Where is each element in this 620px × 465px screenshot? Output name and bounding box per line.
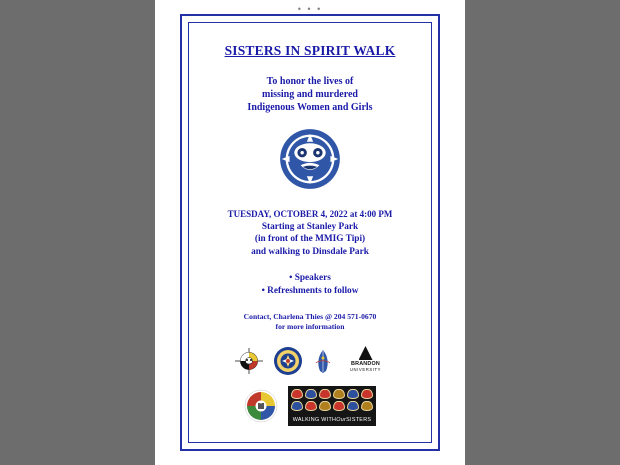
vamp xyxy=(291,401,303,411)
feather-logo xyxy=(310,346,336,376)
wws-label-suffix: SISTERS xyxy=(346,417,372,423)
event-location-note: (in front of the MMIG Tipi) xyxy=(254,234,366,244)
crest-logo xyxy=(273,346,303,376)
puzzle-piece-logo xyxy=(244,389,278,423)
poster-page xyxy=(180,14,440,451)
honor-line-1: To honor the lives of xyxy=(266,76,354,87)
vamp xyxy=(361,401,373,411)
vamp xyxy=(305,401,317,411)
wws-label-prefix: WALKING WITH xyxy=(292,417,337,423)
event-datetime: TUESDAY, OCTOBER 4, 2022 at 4:00 PM xyxy=(227,209,393,219)
vamp xyxy=(305,389,317,399)
vamp xyxy=(333,401,345,411)
honor-line-2: missing and murdered xyxy=(262,89,358,100)
sponsor-logos-row-1 xyxy=(199,346,421,376)
walking-with-our-sisters-label xyxy=(288,417,376,423)
event-agenda xyxy=(199,272,421,298)
brandon-university-logo xyxy=(343,346,389,376)
honor-line-3: Indigenous Women and Girls xyxy=(247,102,373,113)
page-title: SISTERS IN SPIRIT WALK xyxy=(224,43,396,58)
vamp xyxy=(319,389,331,399)
medicine-wheel-logo xyxy=(232,346,266,376)
event-start-location: Starting at Stanley Park xyxy=(261,221,359,232)
sponsor-logos-row-2 xyxy=(199,386,421,426)
honor-statement xyxy=(199,75,421,114)
contact-info xyxy=(199,312,421,332)
vamp xyxy=(361,389,373,399)
agenda-item-refreshments: • Refreshments to follow xyxy=(261,286,359,296)
brandon-university-mark-icon xyxy=(359,346,373,360)
letterbox-left xyxy=(0,0,155,465)
walking-with-our-sisters-logo xyxy=(288,386,376,426)
coast-salish-moon-art-icon xyxy=(270,126,350,192)
vamp xyxy=(291,389,303,399)
contact-line-2: for more information xyxy=(275,322,345,331)
wws-label-italic: Our xyxy=(336,417,347,423)
vamp xyxy=(347,401,359,411)
event-end-location: and walking to Dinsdale Park xyxy=(251,246,369,257)
vamps-grid xyxy=(291,389,373,411)
vamp xyxy=(333,389,345,399)
contact-line-1: Contact, Charlena Thies @ 204 571-0670 xyxy=(243,312,377,321)
brandon-university-name: BRANDON xyxy=(351,361,380,367)
document-viewer xyxy=(155,0,465,465)
event-details xyxy=(199,208,421,258)
more-options-icon[interactable]: • • • xyxy=(297,4,323,14)
vamp xyxy=(347,389,359,399)
letterbox-right xyxy=(465,0,620,465)
brandon-university-sublabel: UNIVERSITY xyxy=(349,367,382,372)
poster-inner-border xyxy=(188,22,432,443)
vamp xyxy=(319,401,331,411)
agenda-item-speakers: • Speakers xyxy=(289,273,331,283)
